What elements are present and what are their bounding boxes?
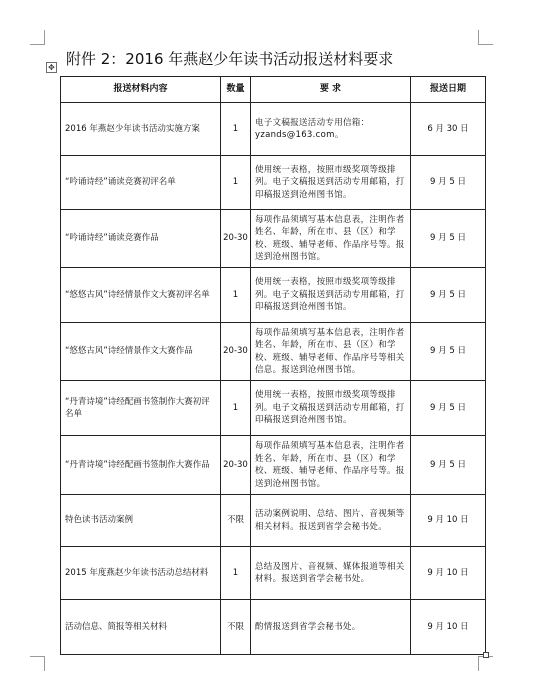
header-content: 报送材料内容: [61, 77, 221, 103]
cell-content: 2016 年燕赵少年读书活动实施方案: [61, 103, 221, 156]
crop-mark-bottom-left: [30, 656, 45, 671]
table-row: [61, 268, 486, 323]
cell-quantity: 1: [221, 268, 251, 323]
cell-content: “吟诵诗经”诵读竞赛初评名单: [61, 156, 221, 210]
crop-mark-top-left: [30, 30, 45, 45]
cell-date: 6 月 30 日: [411, 103, 486, 156]
header-requirements: 要 求: [251, 77, 411, 103]
table-row: [61, 323, 486, 381]
cell-content: “悠悠古风”诗经情景作文大赛初评名单: [61, 268, 221, 323]
page-title: 附件 2：2016 年燕赵少年读书活动报送材料要求: [66, 50, 394, 68]
cell-date: 9 月 10 日: [411, 547, 486, 600]
cell-quantity: 1: [221, 103, 251, 156]
table-row: [61, 381, 486, 436]
cell-requirements: 酌情报送到省学会秘书处。: [251, 600, 411, 655]
table-resize-handle-icon[interactable]: [483, 652, 489, 658]
cell-content: “丹青诗境”诗经配画书签制作大赛作品: [61, 436, 221, 495]
cell-content: “吟诵诗经”诵读竞赛作品: [61, 210, 221, 268]
cell-requirements: 使用统一表格，按照市级奖项等级排列。电子文稿报送到活动专用邮箱，打印稿报送到沧州图书馆。: [251, 268, 411, 323]
cell-quantity: 20-30: [221, 323, 251, 381]
cell-requirements: 每项作品须填写基本信息表，注明作者姓名、年龄，所在市、县（区）和学校、班级、辅导老师、作品序号等相关信息。报送到沧州图书馆。: [251, 323, 411, 381]
header-quantity: 数量: [221, 77, 251, 103]
cell-requirements: 使用统一表格，按照市级奖项等级排列。电子文稿报送到活动专用邮箱，打印稿报送到沧州图书馆。: [251, 381, 411, 436]
cell-content: 活动信息、简报等相关材料: [61, 600, 221, 655]
cell-quantity: 20-30: [221, 210, 251, 268]
table-header-row: [61, 77, 486, 103]
cell-quantity: 1: [221, 381, 251, 436]
cell-date: 9 月 5 日: [411, 210, 486, 268]
cell-date: 9 月 5 日: [411, 436, 486, 495]
cell-requirements: 每项作品须填写基本信息表，注明作者姓名、年龄，所在市、县（区）和学校、班级、辅导老师、作品序号等。报送到沧州图书馆。: [251, 436, 411, 495]
table-row: [61, 600, 486, 655]
cell-content: 特色读书活动案例: [61, 495, 221, 547]
materials-table: [60, 76, 486, 655]
cell-quantity: 1: [221, 156, 251, 210]
cell-date: 9 月 5 日: [411, 268, 486, 323]
cell-requirements: 电子文稿报送活动专用信箱：yzands@163.com。: [251, 103, 411, 156]
cell-content: “丹青诗境”诗经配画书签制作大赛初评名单: [61, 381, 221, 436]
cell-date: 9 月 10 日: [411, 600, 486, 655]
cell-quantity: 不限: [221, 495, 251, 547]
crop-mark-top-right: [478, 30, 493, 45]
table-row: [61, 547, 486, 600]
cell-quantity: 20-30: [221, 436, 251, 495]
cell-date: 9 月 10 日: [411, 495, 486, 547]
cell-quantity: 不限: [221, 600, 251, 655]
cell-requirements: 每项作品须填写基本信息表，注明作者姓名、年龄，所在市、县（区）和学校、班级、辅导老师、作品序号等。报送到沧州图书馆。: [251, 210, 411, 268]
cell-requirements: 总结及图片、音视频、媒体报道等相关材料。报送到省学会秘书处。: [251, 547, 411, 600]
cell-date: 9 月 5 日: [411, 323, 486, 381]
table-row: [61, 103, 486, 156]
cell-requirements: 活动案例说明、总结、图片、音视频等相关材料。报送到省学会秘书处。: [251, 495, 411, 547]
table-row: [61, 210, 486, 268]
cell-quantity: 1: [221, 547, 251, 600]
cell-content: “悠悠古风”诗经情景作文大赛作品: [61, 323, 221, 381]
cell-content: 2015 年度燕赵少年读书活动总结材料: [61, 547, 221, 600]
table-row: [61, 156, 486, 210]
cell-date: 9 月 5 日: [411, 381, 486, 436]
crop-mark-bottom-right: [478, 656, 493, 671]
table-move-handle-icon[interactable]: ✥: [46, 62, 57, 73]
cell-requirements: 使用统一表格，按照市级奖项等级排列。电子文稿报送到活动专用邮箱，打印稿报送到沧州图书馆。: [251, 156, 411, 210]
table-row: [61, 495, 486, 547]
header-date: 报送日期: [411, 77, 486, 103]
cell-date: 9 月 5 日: [411, 156, 486, 210]
table-row: [61, 436, 486, 495]
